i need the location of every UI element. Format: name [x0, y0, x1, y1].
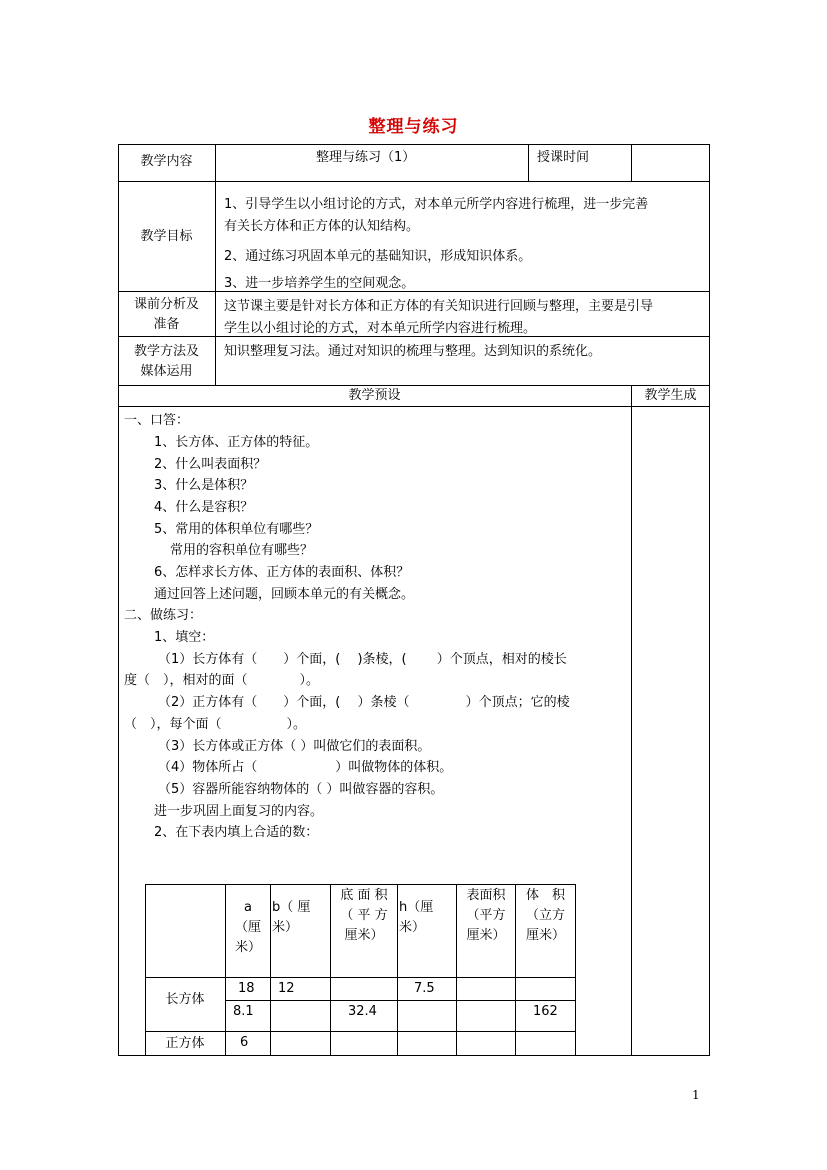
- col-header-surface-area: [457, 886, 515, 946]
- row-label-cube: 正方体: [165, 1036, 205, 1051]
- row-divider: [118, 336, 710, 337]
- inner-row-divider: [225, 1000, 576, 1001]
- body-line: 1、填空：: [154, 630, 215, 645]
- body-line: 通过回答上述问题，回顾本单元的有关概念。: [154, 587, 415, 602]
- inner-col-divider: [145, 884, 146, 1056]
- goal-line: 3、进一步培养学生的空间观念。: [224, 276, 415, 291]
- row-divider: [118, 406, 710, 407]
- row-divider: [118, 291, 710, 292]
- inner-col-divider: [270, 884, 271, 1056]
- header-line: （平方: [466, 908, 506, 923]
- body-line: （4）物体所占（ ）叫做物体的体积。: [158, 760, 453, 775]
- header-line: （立方: [525, 908, 565, 923]
- col-header-b: [272, 898, 330, 938]
- goal-line: 2、通过练习巩固本单元的基础知识，形成知识体系。: [224, 249, 532, 264]
- col-divider: [528, 144, 529, 182]
- body-line: 6、怎样求长方体、正方体的表面积、体积？: [154, 565, 410, 580]
- col-header-h: [399, 898, 456, 938]
- col-header-base-area: [331, 886, 397, 946]
- inner-row-divider: [145, 1031, 576, 1032]
- header-line: 体 积: [525, 888, 565, 903]
- header-line: 厘米）: [466, 928, 506, 943]
- col-divider: [631, 385, 632, 1056]
- outcome-heading: 教学生成: [644, 388, 697, 403]
- header-line: 米）: [399, 920, 426, 935]
- cell-value: 32.4: [348, 1004, 377, 1019]
- body-line: 2、什么叫表面积？: [154, 457, 267, 472]
- body-line: （2）正方体有（ ）个面，( ）条棱（ ）个顶点；它的棱: [158, 695, 570, 710]
- page-title: 整理与练习: [368, 117, 459, 137]
- col-divider: [215, 144, 216, 386]
- body-line: 5、常用的体积单位有哪些？: [154, 522, 319, 537]
- methods-label-line: 教学方法及: [133, 344, 199, 359]
- body-line: 3、什么是体积？: [154, 478, 254, 493]
- methods-label-line: 媒体运用: [140, 364, 193, 379]
- page-number: 1: [692, 1088, 700, 1102]
- header-line: （厘: [234, 920, 261, 935]
- cell-value: 12: [278, 981, 295, 996]
- goal-line: 有关长方体和正方体的认知结构。: [224, 219, 420, 234]
- inner-col-divider: [397, 884, 398, 1056]
- body-line: 常用的容积单位有哪些？: [170, 543, 314, 558]
- body-line: 一、口答：: [124, 413, 190, 428]
- header-line: a: [244, 900, 252, 915]
- header-line: 米）: [234, 940, 261, 955]
- prep-line: 这节课主要是针对长方体和正方体的有关知识进行回顾与整理，主要是引导: [224, 299, 654, 314]
- cell-value: 162: [533, 1004, 558, 1019]
- cell-value: 18: [238, 981, 255, 996]
- header-line: b（ 厘: [272, 900, 311, 915]
- content-value: 整理与练习（1）: [316, 150, 416, 165]
- body-line: 度（ ），相对的面（ ）。: [124, 673, 320, 688]
- prep-label: [118, 295, 215, 335]
- inner-col-divider: [575, 884, 576, 1056]
- goal-line: 1、引导学生以小组讨论的方式，对本单元所学内容进行梳理，进一步完善: [224, 197, 649, 212]
- header-line: 底 面 积: [340, 888, 388, 903]
- body-line: 进一步巩固上面复习的内容。: [154, 804, 324, 819]
- col-header-a: [226, 898, 270, 958]
- cell-value: 8.1: [233, 1004, 254, 1019]
- prep-label-line: 准备: [153, 317, 180, 332]
- content-label: 教学内容: [140, 154, 193, 169]
- header-line: （ 平 方: [340, 908, 388, 923]
- body-line: 二、做练习：: [124, 608, 203, 623]
- body-line: （5）容器所能容纳物体的（ ）叫做容器的容积。: [158, 782, 444, 797]
- body-line: 1、长方体、正方体的特征。: [154, 435, 319, 450]
- goals-label: 教学目标: [140, 229, 193, 244]
- header-line: 表面积: [466, 888, 506, 903]
- body-line: 2、在下表内填上合适的数：: [154, 825, 319, 840]
- header-line: 厘米）: [344, 928, 384, 943]
- body-line: （3）长方体或正方体（ ）叫做它们的表面积。: [158, 739, 431, 754]
- cell-value: 6: [240, 1035, 249, 1050]
- col-divider: [631, 144, 632, 182]
- inner-row-divider: [145, 884, 576, 885]
- time-label: 授课时间: [537, 150, 590, 165]
- body-line: （1）长方体有（ ）个面，( )条棱，( ）个顶点，相对的棱长: [158, 652, 567, 667]
- col-header-volume: [516, 886, 575, 946]
- row-label-cuboid: 长方体: [165, 992, 205, 1007]
- methods-label: [118, 342, 215, 382]
- body-line: （ ），每个面（ ）。: [124, 717, 307, 732]
- methods-text: 知识整理复习法。通过对知识的梳理与整理。达到知识的系统化。: [224, 344, 602, 359]
- header-line: 厘米）: [525, 928, 565, 943]
- body-line: 4、什么是容积？: [154, 500, 254, 515]
- cell-value: 7.5: [414, 981, 435, 996]
- plan-heading: 教学预设: [348, 388, 401, 403]
- header-line: h（厘: [399, 900, 434, 915]
- prep-line: 学生以小组讨论的方式，对本单元所学内容进行梳理。: [224, 321, 537, 336]
- row-divider: [118, 181, 710, 182]
- header-line: 米）: [272, 920, 299, 935]
- inner-row-divider: [145, 977, 576, 978]
- prep-label-line: 课前分析及: [133, 297, 199, 312]
